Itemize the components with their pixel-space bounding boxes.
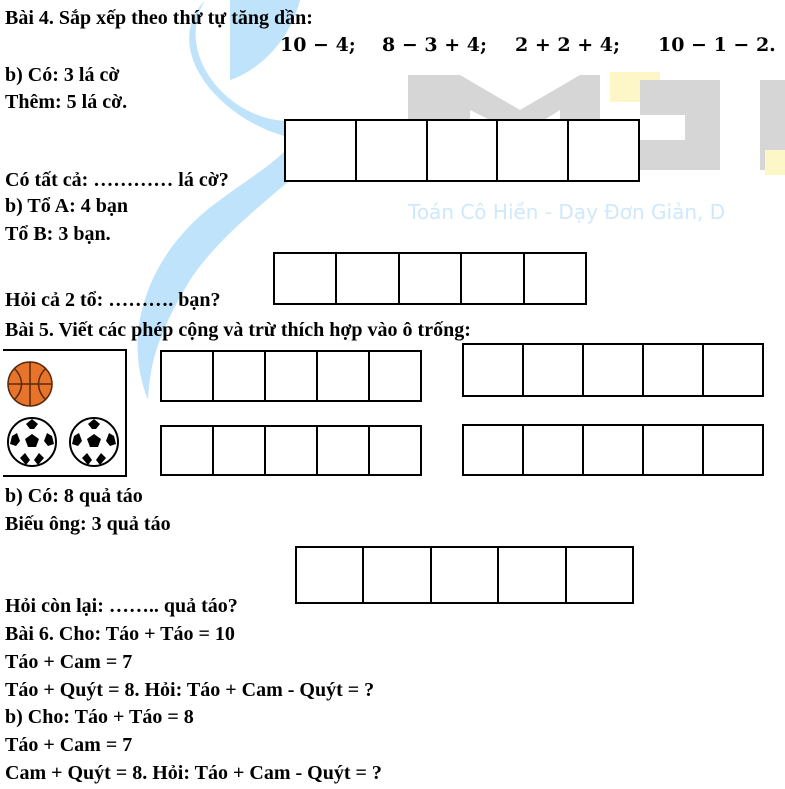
answer-cell[interactable] — [266, 427, 318, 474]
answer-cell[interactable] — [370, 352, 420, 400]
answer-cell[interactable] — [525, 254, 585, 303]
equation-boxes-3[interactable] — [160, 425, 422, 476]
answer-cell[interactable] — [569, 121, 638, 180]
answer-cell[interactable] — [524, 345, 584, 395]
answer-cell[interactable] — [704, 426, 762, 474]
soccer-ball-icon — [6, 416, 58, 468]
equation-boxes-4[interactable] — [462, 424, 764, 476]
soccer-ball-icon — [68, 416, 120, 468]
answer-cell[interactable] — [214, 427, 266, 474]
answer-cell[interactable] — [704, 345, 762, 395]
answer-cell[interactable] — [370, 427, 420, 474]
bai4-b2-line1: b) Tổ A: 4 bạn — [5, 195, 129, 217]
answer-boxes-students[interactable] — [273, 252, 587, 305]
answer-cell[interactable] — [275, 254, 337, 303]
bai4-b2-line2: Tổ B: 3 bạn. — [5, 223, 111, 245]
answer-boxes-flags[interactable] — [284, 119, 640, 182]
basketball-icon — [6, 360, 56, 410]
answer-cell[interactable] — [337, 254, 399, 303]
watermark-text: Toán Cô Hiền - Dạy Đơn Giản, D — [408, 200, 726, 224]
answer-cell[interactable] — [584, 345, 644, 395]
expression-3: 2 + 2 + 4; — [515, 34, 620, 56]
answer-cell[interactable] — [432, 548, 499, 602]
answer-cell[interactable] — [214, 352, 266, 400]
answer-boxes-apples[interactable] — [295, 546, 634, 604]
expression-4: 10 − 1 − 2. — [658, 34, 776, 56]
answer-cell[interactable] — [584, 426, 644, 474]
answer-cell[interactable] — [297, 548, 364, 602]
bai6-line1: Bài 6. Cho: Táo + Táo = 10 — [5, 623, 235, 645]
answer-cell[interactable] — [266, 352, 318, 400]
answer-cell[interactable] — [464, 426, 524, 474]
expression-1: 10 − 4; — [280, 34, 356, 56]
answer-cell[interactable] — [567, 548, 632, 602]
answer-cell[interactable] — [428, 121, 499, 180]
bai5-title: Bài 5. Viết các phép cộng và trừ thích hợp vào ô trống: — [5, 319, 471, 341]
equation-boxes-1[interactable] — [160, 350, 422, 402]
bai4-title: Bài 4. Sắp xếp theo thứ tự tăng dần: — [5, 7, 313, 29]
answer-cell[interactable] — [286, 121, 357, 180]
equation-boxes-2[interactable] — [462, 343, 764, 397]
expression-2: 8 − 3 + 4; — [382, 34, 487, 56]
bai6-line5: Táo + Cam = 7 — [5, 734, 133, 756]
bai6-line3: Táo + Quýt = 8. Hỏi: Táo + Cam - Quýt = ? — [5, 679, 375, 701]
answer-cell[interactable] — [318, 427, 370, 474]
bai6-line4: b) Cho: Táo + Táo = 8 — [5, 706, 194, 728]
answer-cell[interactable] — [464, 345, 524, 395]
bai5-b-question: Hỏi còn lại: …….. quả táo? — [5, 595, 238, 617]
answer-cell[interactable] — [357, 121, 428, 180]
bai6-line2: Táo + Cam = 7 — [5, 651, 133, 673]
bai4-b1-question: Có tất cả: ………… lá cờ? — [5, 169, 229, 191]
bai6-line6: Cam + Quýt = 8. Hỏi: Táo + Cam - Quýt = ? — [5, 762, 382, 784]
answer-cell[interactable] — [400, 254, 462, 303]
bai4-b2-question: Hỏi cả 2 tổ: ………. bạn? — [5, 289, 221, 311]
bai5-b-line2: Biếu ông: 3 quả táo — [5, 513, 171, 535]
bai5-b-line1: b) Có: 8 quả táo — [5, 485, 143, 507]
answer-cell[interactable] — [499, 548, 566, 602]
answer-cell[interactable] — [644, 345, 704, 395]
answer-cell[interactable] — [162, 427, 214, 474]
answer-cell[interactable] — [498, 121, 569, 180]
answer-cell[interactable] — [644, 426, 704, 474]
answer-cell[interactable] — [524, 426, 584, 474]
bai4-b1-line2: Thêm: 5 lá cờ. — [5, 91, 128, 113]
answer-cell[interactable] — [318, 352, 370, 400]
bai4-b1-line1: b) Có: 3 lá cờ — [5, 64, 120, 86]
answer-cell[interactable] — [364, 548, 431, 602]
answer-cell[interactable] — [462, 254, 524, 303]
answer-cell[interactable] — [162, 352, 214, 400]
